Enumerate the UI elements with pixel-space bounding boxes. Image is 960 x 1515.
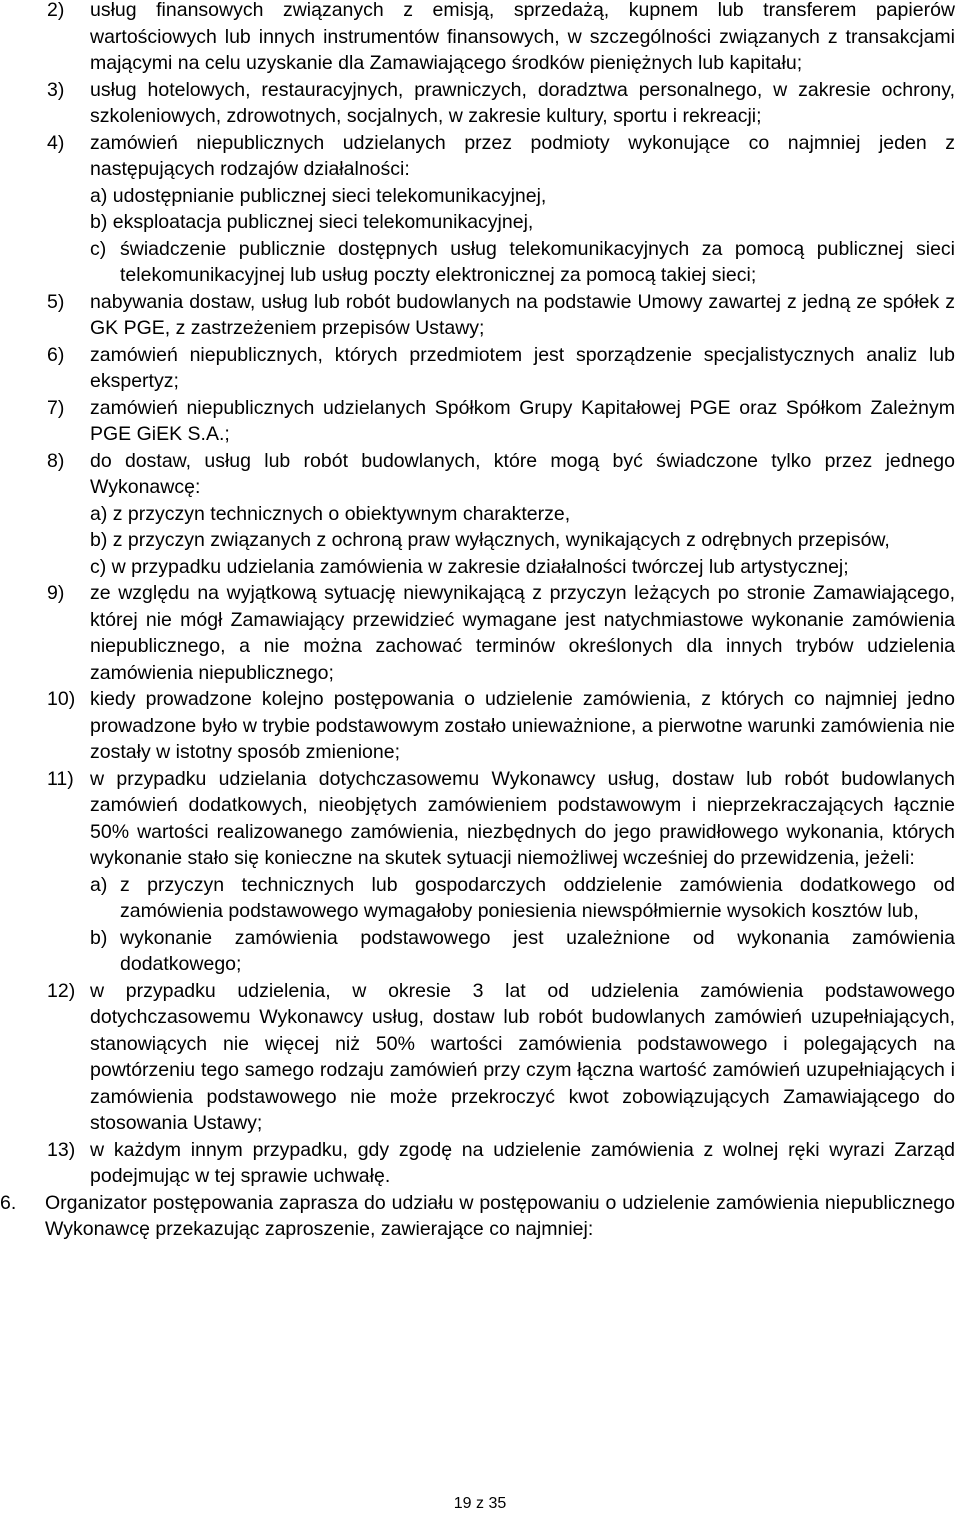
item-number: 2) <box>47 0 65 21</box>
list-item-10 <box>0 686 955 766</box>
sub-text: z przyczyn technicznych o obiektywnym charakterze, <box>112 502 571 525</box>
item-text: zamówień niepublicznych udzielanych Spółkom Grupy Kapitałowej PGE oraz Spółkom Zależnym PGE GiEK S.A.; <box>90 396 955 445</box>
item-text: usług hotelowych, restauracyjnych, prawniczych, doradztwa personalnego, w zakresie ochrony, szkoleniowych, zdrowotnych, socjalnych, w zakresie kultury, sportu i rekreacji; <box>90 78 955 127</box>
list-item-7 <box>0 395 955 448</box>
sub-item-b <box>90 527 955 554</box>
list-item-11 <box>0 766 955 978</box>
item-number: 10) <box>47 688 76 710</box>
item-number: 5) <box>47 290 65 313</box>
item-text: nabywania dostaw, usług lub robót budowlanych na podstawie Umowy zawartej z jedną ze spółek z GK PGE, z zastrzeżeniem przepisów Ustawy; <box>90 290 955 339</box>
sub-text: eksploatacja publicznej sieci telekomunikacyjnej, <box>112 211 534 233</box>
item-text: zamówień niepublicznych, których przedmiotem jest sporządzenie specjalistycznych analiz lub ekspertyz; <box>90 343 955 392</box>
sub-letter: c) <box>90 237 107 260</box>
sub-item-a <box>90 183 955 210</box>
sub-text: wykonanie zamówienia podstawowego jest uzależnione od wykonania zamówienia dodatkowego; <box>120 926 955 975</box>
item-number: 13) <box>47 1138 76 1161</box>
sub-letter: b) <box>90 529 108 551</box>
list-item-8 <box>0 448 955 581</box>
sub-letter: a) <box>90 502 108 525</box>
list-item-13 <box>0 1137 955 1190</box>
sub-item-b <box>90 925 955 978</box>
section-6 <box>0 1190 955 1243</box>
item-number: 3) <box>47 78 65 101</box>
sub-letter: a) <box>90 184 108 207</box>
sub-letter: c) <box>90 555 107 578</box>
item-number: 12) <box>47 979 76 1002</box>
item-text: w przypadku udzielania dotychczasowemu Wykonawcy usług, dostaw lub robót budowlanych zamówień dodatkowych, nieobjętych zamówieniem podstawowym i nieprzekraczających łącznie 50% wartości realizowanego zamówienia, niezbędnych do jego prawidłowego wykonania, których wykonanie stało się konieczne na skutek sytuacji niemożliwej wcześniej do przewidzenia, jeżeli: <box>90 767 955 869</box>
item-number: 8) <box>47 449 65 472</box>
item-number: 6) <box>47 343 65 366</box>
item-number: 7) <box>47 396 65 419</box>
list-item-12 <box>0 978 955 1137</box>
section-text: Organizator postępowania zaprasza do udziału w postępowaniu o udzielenie zamówienia niepublicznego Wykonawcę przekazując zaproszenie, zawierające co najmniej: <box>45 1191 955 1240</box>
page-number: 19 z 35 <box>453 1495 507 1512</box>
item-text: kiedy prowadzone kolejno postępowania o udzielenie zamówienia, z których co najmniej jedno prowadzone było w trybie podstawowym zostało unieważnione, a pierwotne warunki zamówienia nie zostały w istotny sposób zmienione; <box>90 688 955 763</box>
sub-text: w przypadku udzielania zamówienia w zakresie działalności twórczej lub artystycznej; <box>111 555 849 578</box>
sub-text: świadczenie publicznie dostępnych usług telekomunikacyjnych za pomocą publicznej sieci telekomunikacyjnej lub usług poczty elektronicznej za pomocą takiej sieci; <box>120 237 955 286</box>
item-text: do dostaw, usług lub robót budowlanych, które mogą być świadczone tylko przez jednego Wykonawcę: <box>90 449 955 498</box>
section-number: 6. <box>0 1191 17 1214</box>
item-number: 4) <box>47 131 65 154</box>
sub-text: z przyczyn technicznych lub gospodarczych oddzielenie zamówienia dodatkowego od zamówienia podstawowego wymagałoby poniesienia niewspółmiernie wysokich kosztów lub, <box>120 873 955 922</box>
item-text: w przypadku udzielenia, w okresie 3 lat od udzielenia zamówienia podstawowego dotychczasowemu Wykonawcy usług, dostaw lub robót budowlanych zamówień uzupełniających, stanowiących nie więcej niż 50% wartości zamówienia podstawowego i polegających na powtórzeniu tego samego rodzaju zamówień przy czym łączna wartość zamówień uzupełniających i zamówienia podstawowego nie może przekroczyć kwot zobowiązujących Zamawiającego do stosowania Ustawy; <box>90 979 955 1134</box>
list-item-2 <box>0 0 955 77</box>
sub-item-a <box>90 501 955 528</box>
item-text: w każdym innym przypadku, gdy zgodę na udzielenie zamówienia z wolnej ręki wyrazi Zarząd podejmując w tej sprawie uchwałę. <box>90 1138 955 1187</box>
list-item-5 <box>0 289 955 342</box>
sub-text: z przyczyn związanych z ochroną praw wyłącznych, wynikających z odrębnych przepisów, <box>112 529 890 551</box>
list-item-3 <box>0 77 955 130</box>
item-text: usług finansowych związanych z emisją, sprzedażą, kupnem lub transferem papierów wartościowych lub innych instrumentów finansowych, w szczególności związanych z transakcjami mającymi na celu uzyskanie dla Zamawiającego środków pieniężnych lub kapitału; <box>90 0 955 74</box>
list-item-6 <box>0 342 955 395</box>
sub-item-c <box>90 236 955 289</box>
list-item-9 <box>0 580 955 686</box>
item-text: ze względu na wyjątkową sytuację niewynikającą z przyczyn leżących po stronie Zamawiającego, której nie mógł Zamawiający przewidzieć wymagane jest natychmiastowe wykonanie zamówienia niepublicznego, a nie można zachować terminów określonych dla innych trybów udzielenia zamówienia niepublicznego; <box>90 582 955 684</box>
sub-letter: b) <box>90 211 108 233</box>
sub-text: udostępnianie publicznej sieci telekomunikacyjnej, <box>112 184 547 207</box>
sub-item-b <box>90 209 955 236</box>
sub-item-a <box>90 872 955 925</box>
item-text: zamówień niepublicznych udzielanych przez podmioty wykonujące co najmniej jeden z następujących rodzajów działalności: <box>90 131 955 180</box>
sub-item-c <box>90 554 955 581</box>
sub-letter: b) <box>90 926 108 949</box>
sub-letter: a) <box>90 873 108 896</box>
item-number: 11) <box>47 767 74 790</box>
list-item-4 <box>0 130 955 289</box>
item-number: 9) <box>47 582 65 604</box>
